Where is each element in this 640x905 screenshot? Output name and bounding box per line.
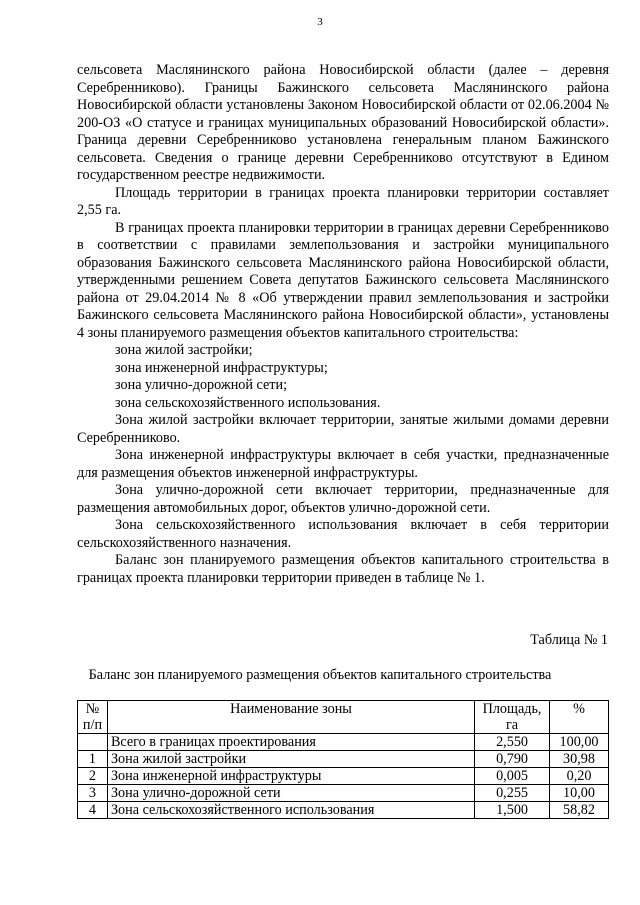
paragraph: Зона сельскохозяйственного использования включает в себя территории сельскохозяйственного назначения. bbox=[77, 517, 609, 551]
paragraph: Зона улично-дорожной сети включает территории, предназначенные для размещения автомобильных дорог, объектов улично-дорожной сети. bbox=[77, 482, 609, 516]
paragraph: В границах проекта планировки территории в границах деревни Серебренниково в соответствии с правилами землепользования и застройки муниципального образования Бажинского сельсовета Маслянинского района Новосибирской области, утвержденными решением Совета депутатов Бажинского сельсовета Маслянинского района от 29.04.2014 № 8 «Об утверждении правил землепользования и застройки Бажинского сельсовета Маслянинского района Новосибирской области», установлены 4 зоны планируемого размещения объектов капитального строительства: bbox=[77, 219, 609, 341]
header-area: Площадь, га bbox=[475, 701, 550, 734]
cell-area: 0,005 bbox=[475, 768, 550, 785]
paragraph: Зона жилой застройки включает территории, занятые жилыми домами деревни Серебренниково. bbox=[77, 412, 609, 446]
cell-num bbox=[78, 734, 108, 751]
paragraph: Баланс зон планируемого размещения объектов капитального строительства в границах проекта планировки территории приведен в таблице № 1. bbox=[77, 552, 609, 586]
cell-area: 0,790 bbox=[475, 751, 550, 768]
cell-name: Зона жилой застройки bbox=[107, 751, 474, 768]
cell-name: Зона улично-дорожной сети bbox=[107, 785, 474, 802]
paragraph: Зона инженерной инфраструктуры включает в себя участки, предназначенные для размещения объектов инженерной инфраструктуры. bbox=[77, 447, 609, 481]
document-body bbox=[77, 62, 609, 587]
cell-area: 0,255 bbox=[475, 785, 550, 802]
table-row bbox=[78, 751, 609, 768]
table-header-row bbox=[78, 701, 609, 734]
cell-name: Всего в границах проектирования bbox=[107, 734, 474, 751]
header-num: № п/п bbox=[78, 701, 108, 734]
cell-pct: 10,00 bbox=[550, 785, 609, 802]
paragraph: Площадь территории в границах проекта планировки территории составляет 2,55 га. bbox=[77, 184, 609, 218]
header-name: Наименование зоны bbox=[107, 701, 474, 734]
table-row bbox=[78, 802, 609, 819]
cell-pct: 100,00 bbox=[550, 734, 609, 751]
cell-name: Зона сельскохозяйственного использования bbox=[107, 802, 474, 819]
cell-pct: 58,82 bbox=[550, 802, 609, 819]
list-item: зона сельскохозяйственного использования. bbox=[115, 394, 381, 411]
table-caption: Таблица № 1 bbox=[530, 632, 608, 648]
list-item: зона инженерной инфраструктуры; bbox=[115, 359, 328, 376]
cell-area: 2,550 bbox=[475, 734, 550, 751]
cell-num: 4 bbox=[78, 802, 108, 819]
list-item: зона жилой застройки; bbox=[115, 342, 253, 358]
table-row bbox=[78, 734, 609, 751]
cell-num: 2 bbox=[78, 768, 108, 785]
cell-num: 3 bbox=[78, 785, 108, 802]
table-title: Баланс зон планируемого размещения объектов капитального строительства bbox=[88, 667, 552, 683]
balance-table bbox=[77, 700, 609, 819]
cell-pct: 0,20 bbox=[550, 768, 609, 785]
cell-area: 1,500 bbox=[475, 802, 550, 819]
cell-name: Зона инженерной инфраструктуры bbox=[107, 768, 474, 785]
page-number: 3 bbox=[317, 16, 323, 28]
list-item: зона улично-дорожной сети; bbox=[115, 377, 288, 393]
cell-pct: 30,98 bbox=[550, 751, 609, 768]
table-row bbox=[78, 768, 609, 785]
cell-num: 1 bbox=[78, 751, 108, 768]
table-row bbox=[78, 785, 609, 802]
paragraph: сельсовета Маслянинского района Новосибирской области (далее – деревня Серебренниково). Границы Бажинского сельсовета Маслянинского района Новосибирской области установлены Законом Новосибирской области от 02.06.2004 № 200-ОЗ «О статусе и границах муниципальных образований Новосибирской области». Граница деревни Серебренниково установлена генеральным планом Бажинского сельсовета. Сведения о границе деревни Серебренниково отсутствуют в Едином государственном реестре недвижимости. bbox=[77, 62, 609, 183]
header-pct: % bbox=[550, 701, 609, 734]
